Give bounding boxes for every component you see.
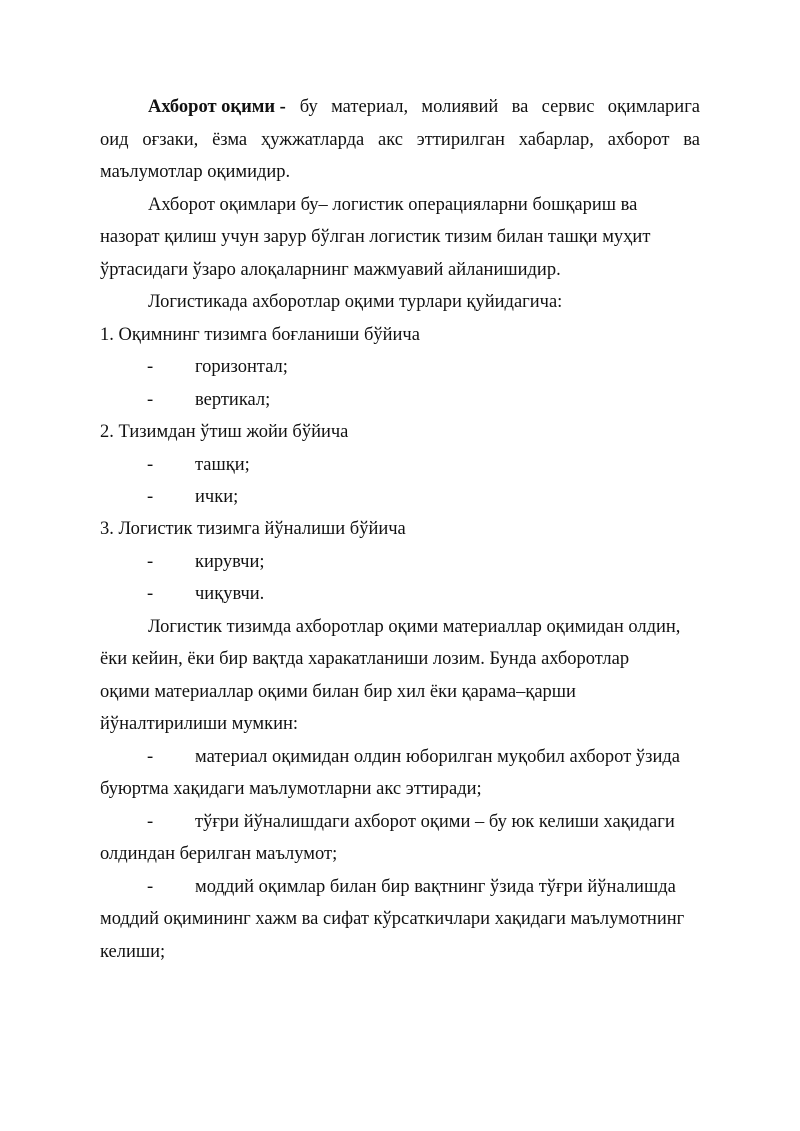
bullet-3-line-1: моддий оқимлар билан бир вақтнинг ўзида тўғри йўналишда <box>195 877 676 897</box>
list-item: ички; <box>195 487 239 507</box>
paragraph-4-line-1: Логистик тизимда ахборотлар оқими материаллар оқимидан олдин, <box>148 617 681 637</box>
section-3-heading: 3. Логистик тизимга йўналиши бўйича <box>100 519 406 539</box>
paragraph-1-line-1 <box>148 95 700 119</box>
paragraph-2-line-2: назорат қилиш учун зарур бўлган логистик тизим билан ташқи муҳит <box>100 227 651 247</box>
list-item: ташқи; <box>195 455 250 475</box>
list-dash: - <box>147 455 154 475</box>
list-item: вертикал; <box>195 390 271 410</box>
bullet-1-line-2: буюртма хақидаги маълумотларни акс эттиради; <box>100 779 482 799</box>
paragraph-1-line-3: маълумотлар оқимидир. <box>100 162 291 182</box>
bullet-3-line-2: моддий оқимининг хажм ва сифат кўрсаткичлари хақидаги маълумотнинг <box>100 909 685 929</box>
paragraph-4-line-3: оқими материаллар оқими билан бир хил ёки қарама–қарши <box>100 682 576 702</box>
paragraph-1-line-2: оид оғзаки, ёзма ҳужжатларда акс эттирилган хабарлар, ахборот ва <box>100 130 700 150</box>
paragraph-3: Логистикада ахборотлар оқими турлари қуйидагича: <box>148 292 563 312</box>
bullet-1-line-1: материал оқимидан олдин юборилган муқобил ахборот ўзида <box>195 747 680 767</box>
bullet-2-line-2: олдиндан берилган маълумот; <box>100 844 338 864</box>
list-dash: - <box>147 747 154 767</box>
list-item: горизонтал; <box>195 357 288 377</box>
list-item: чиқувчи. <box>195 584 265 604</box>
list-item: кирувчи; <box>195 552 265 572</box>
paragraph-2-line-3: ўртасидаги ўзаро алоқаларнинг мажмуавий айланишидир. <box>100 260 561 280</box>
paragraph-4-line-4: йўналтирилиши мумкин: <box>100 714 299 734</box>
list-dash: - <box>147 584 154 604</box>
paragraph-2-line-1: Ахборот оқимлари бу– логистик операцияларни бошқариш ва <box>148 195 638 215</box>
paragraph-4-line-2: ёки кейин, ёки бир вақтда харакатланиши лозим. Бунда ахборотлар <box>100 649 630 669</box>
section-2-heading: 2. Тизимдан ўтиш жойи бўйича <box>100 422 349 442</box>
bullet-2-line-1: тўғри йўналишдаги ахборот оқими – бу юк келиши хақидаги <box>195 812 675 832</box>
paragraph-1-text: бу материал, молиявий ва сервис оқимларига <box>299 97 700 117</box>
list-dash: - <box>147 552 154 572</box>
list-dash: - <box>147 390 154 410</box>
list-dash: - <box>147 357 154 377</box>
definition-term: Ахборот оқими - <box>148 97 286 117</box>
list-dash: - <box>147 877 154 897</box>
list-dash: - <box>147 487 154 507</box>
bullet-3-line-3: келиши; <box>100 942 166 962</box>
list-dash: - <box>147 812 154 832</box>
section-1-heading: 1. Оқимнинг тизимга боғланиши бўйича <box>100 325 420 345</box>
